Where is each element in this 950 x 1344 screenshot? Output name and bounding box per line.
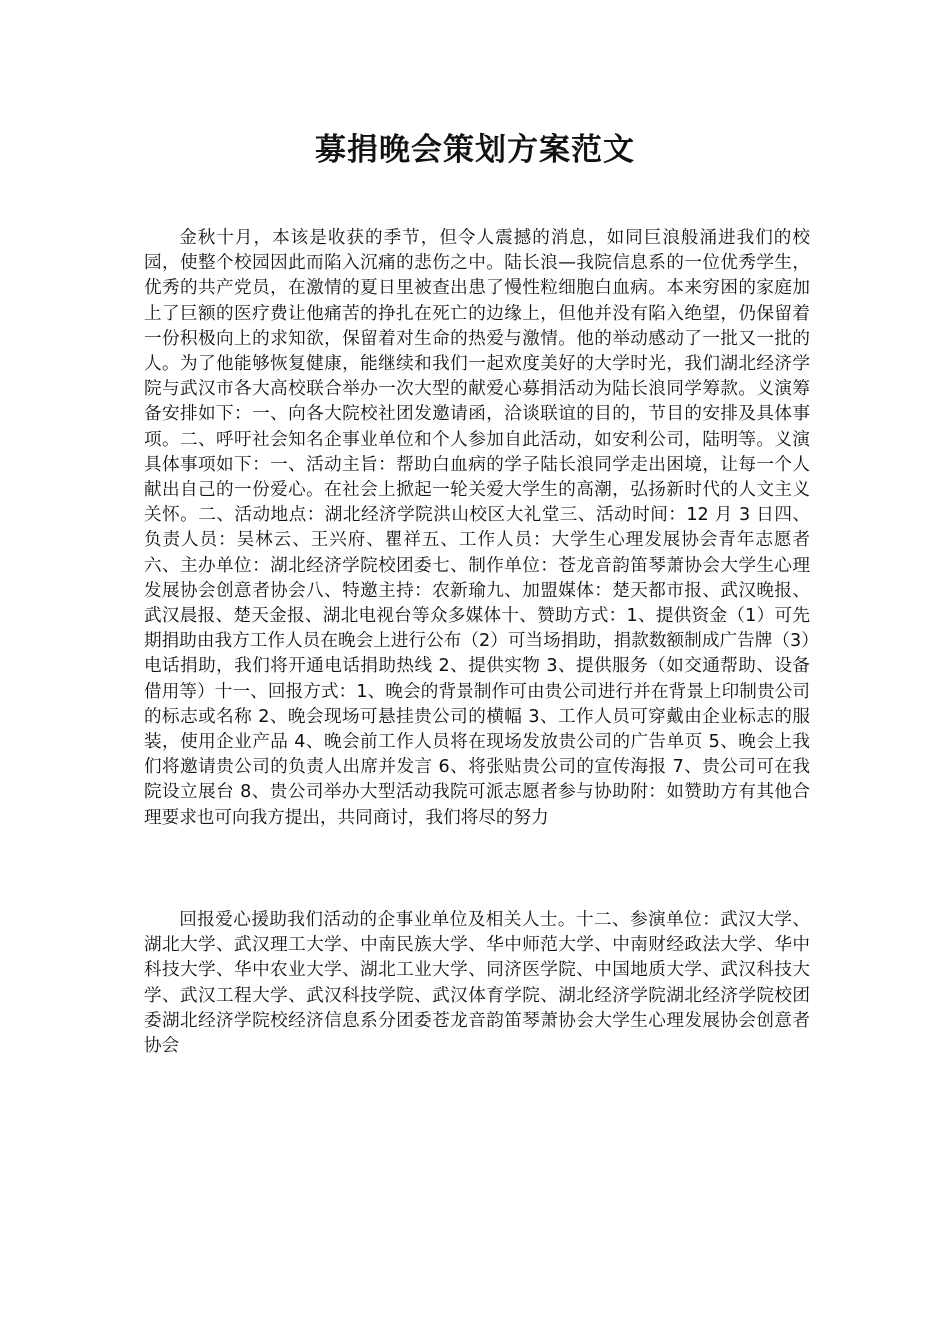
body-paragraph-1: 金秋十月，本该是收获的季节，但令人震撼的消息，如同巨浪般涌进我们的校园，使整个校园因此而陷入沉痛的悲伤之中。陆长浪—我院信息系的一位优秀学生，优秀的共产党员，在激情的夏日里被查出患了慢性粒细胞白血病。本来穷困的家庭加上了巨额的医疗费让他痛苦的挣扎在死亡的边缘上，但他并没有陷入绝望，仍保留着一份积极向上的求知欲，保留着对生命的热爱与激情。他的举动感动了一批又一批的人。为了他能够恢复健康，能继续和我们一起欢度美好的大学时光，我们湖北经济学院与武汉市各大高校联合举办一次大型的献爱心募捐活动为陆长浪同学筹款。义演筹备安排如下：一、向各大院校社团发邀请函，洽谈联谊的目的，节目的安排及具体事项。二、呼吁社会知名企事业单位和个人参加自此活动，如安利公司，陆明等。义演具体事项如下：一、活动主旨：帮助白血病的学子陆长浪同学走出困境，让每一个人献出自己的一份爱心。在社会上掀起一轮关爱大学生的高潮，弘扬新时代的人文主义关怀。二、活动地点：湖北经济学院洪山校区大礼堂三、活动时间：12 月 3 日四、负责人员：吴林云、王兴府、瞿祥五、工作人员：大学生心理发展协会青年志愿者六、主办单位：湖北经济学院校团委七、制作单位：苍龙音韵笛琴萧协会大学生心理发展协会创意者协会八、特邀主持：农新瑜九、加盟媒体：楚天都市报、武汉晚报、武汉晨报、楚天金报、湖北电视台等众多媒体十、赞助方式：1、提供资金（1）可先期捐助由我方工作人员在晚会上进行公布（2）可当场捐助，捐款数额制成广告牌（3）电话捐助，我们将开通电话捐助热线 2、提供实物 3、提供服务（如交通帮助、设备借用等）十一、回报方式：1、晚会的背景制作可由贵公司进行并在背景上印制贵公司的标志或名称 2、晚会现场可悬挂贵公司的横幅 3、工作人员可穿戴由企业标志的服装，使用企业产品 4、晚会前工作人员将在现场发放贵公司的广告单页 5、晚会上我们将邀请贵公司的负责人出席并发言 6、将张贴贵公司的宣传海报 7、贵公司可在我院设立展台 8、贵公司举办大型活动我院可派志愿者参与协助附：如赞助方有其他合理要求也可向我方提出，共同商讨，我们将尽的努力 (144, 228, 810, 828)
page-title: 募捐晚会策划方案范文 (315, 132, 635, 168)
body-paragraph-2: 回报爱心援助我们活动的企事业单位及相关人士。十二、参演单位：武汉大学、湖北大学、武汉理工大学、中南民族大学、华中师范大学、中南财经政法大学、华中科技大学、华中农业大学、湖北工业大学、同济医学院、中国地质大学、武汉科技大学、武汉工程大学、武汉科技学院、武汉体育学院、湖北经济学院湖北经济学院校团委湖北经济学院校经济信息系分团委苍龙音韵笛琴萧协会大学生心理发展协会创意者协会 (144, 910, 810, 1057)
